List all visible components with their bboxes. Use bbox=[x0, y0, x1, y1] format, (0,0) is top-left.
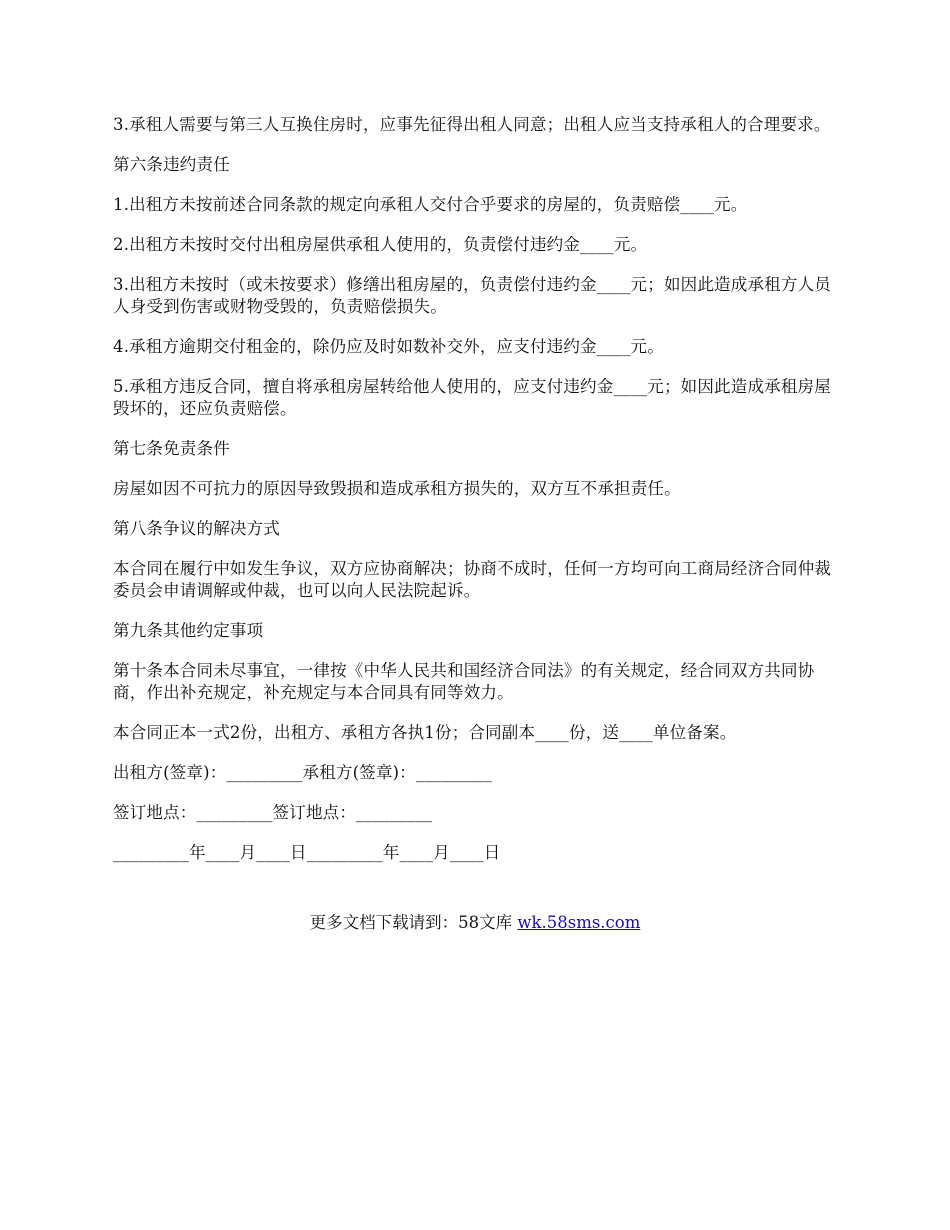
liability-item-4: 4.承租方逾期交付租金的，除仍应及时如数补交外，应支付违约金____元。 bbox=[113, 337, 664, 356]
section-heading-article-9: 第九条其他约定事项 bbox=[113, 621, 264, 640]
signing-location-line: 签订地点：_________签订地点：_________ bbox=[113, 803, 433, 822]
footer-prefix-text: 更多文档下载请到：58文库 bbox=[309, 913, 513, 932]
section-heading-article-8: 第八条争议的解决方式 bbox=[113, 519, 280, 538]
dispute-resolution-clause: 本合同在履行中如发生争议，双方应协商解决；协商不成时，任何一方均可向工商局经济合同仲裁委员会申请调解或仲裁，也可以向人民法院起诉。 bbox=[113, 559, 832, 600]
clause-3-exchange-housing: 3.承租人需要与第三人互换住房时，应事先征得出租人同意；出租人应当支持承租人的合理要求。 bbox=[113, 115, 831, 134]
article-10-clause: 第十条本合同未尽事宜，一律按《中华人民共和国经济合同法》的有关规定，经合同双方共同协商，作出补充规定，补充规定与本合同具有同等效力。 bbox=[113, 661, 815, 702]
liability-item-2: 2.出租方未按时交付出租房屋供承租人使用的，负责偿付违约金____元。 bbox=[113, 235, 648, 254]
download-footer bbox=[0, 912, 950, 934]
section-heading-article-7: 第七条免责条件 bbox=[113, 439, 230, 458]
liability-item-3: 3.出租方未按时（或未按要求）修缮出租房屋的，负责偿付违约金____元；如因此造成承租方人员人身受到伤害或财物受毁的，负责赔偿损失。 bbox=[113, 275, 831, 316]
footer-site-link[interactable]: wk.58sms.com bbox=[517, 913, 641, 932]
signature-line: 出租方(签章)：_________承租方(签章)：_________ bbox=[113, 763, 493, 782]
section-heading-article-6: 第六条违约责任 bbox=[113, 155, 230, 174]
liability-item-1: 1.出租方未按前述合同条款的规定向承租人交付合乎要求的房屋的，负责赔偿____元。 bbox=[113, 195, 748, 214]
signing-date-line: _________年____月____日_________年____月____日 bbox=[113, 843, 501, 862]
force-majeure-clause: 房屋如因不可抗力的原因导致毁损和造成承租方损失的，双方互不承担责任。 bbox=[113, 479, 681, 498]
copies-clause: 本合同正本一式2份，出租方、承租方各执1份；合同副本____份，送____单位备案。 bbox=[113, 723, 737, 742]
liability-item-5: 5.承租方违反合同，擅自将承租房屋转给他人使用的，应支付违约金____元；如因此造成承租房屋毁坏的，还应负责赔偿。 bbox=[113, 377, 831, 418]
document-body bbox=[113, 114, 843, 882]
